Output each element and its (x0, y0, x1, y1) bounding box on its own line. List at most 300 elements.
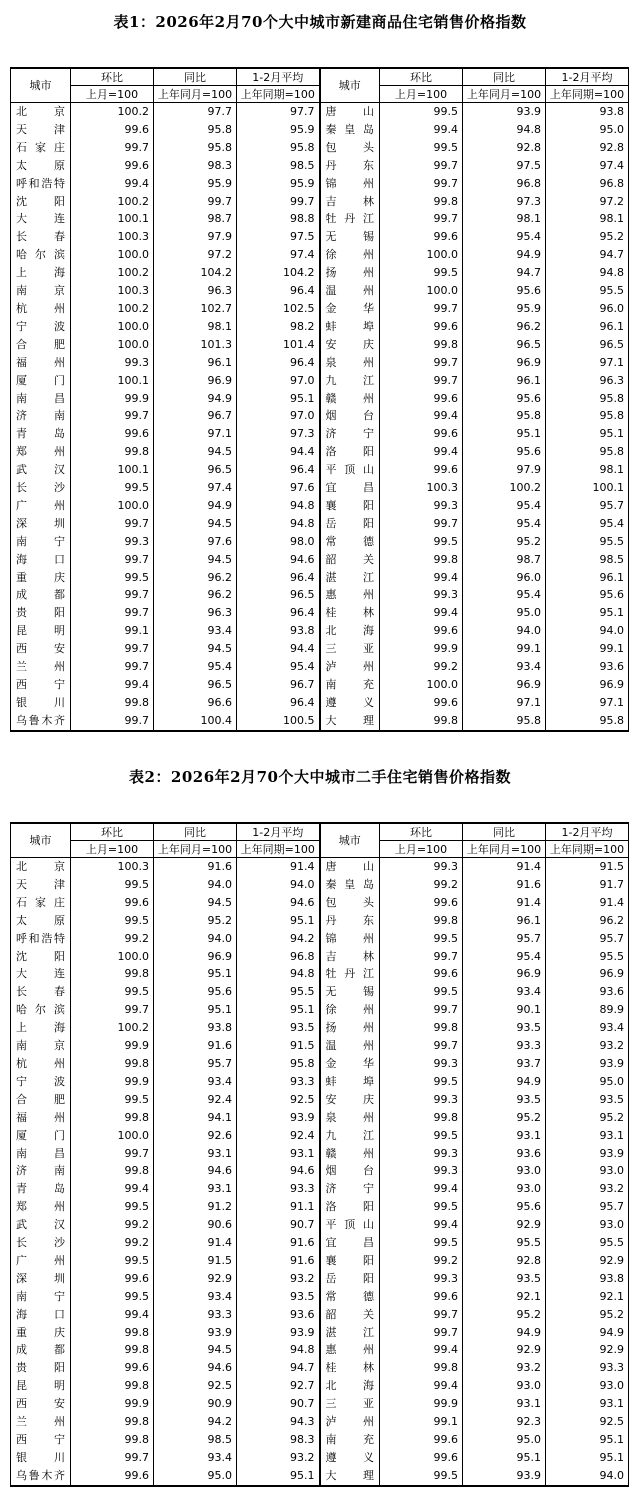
city-name: 宜 昌 (320, 479, 380, 497)
yoy-index: 96.1 (154, 354, 237, 372)
city-name: 昆 明 (11, 622, 71, 640)
avg-index: 93.1 (546, 1127, 629, 1145)
avg-index: 97.1 (546, 694, 629, 712)
yoy-index: 90.9 (154, 1395, 237, 1413)
mom-index: 99.8 (380, 336, 463, 354)
avg-index: 101.4 (237, 336, 320, 354)
mom-index: 99.7 (71, 712, 154, 731)
mom-index: 99.5 (380, 103, 463, 121)
mom-index: 99.7 (71, 658, 154, 676)
table1-body (11, 103, 629, 731)
city-name: 襄 阳 (320, 1252, 380, 1270)
city-name: 广 州 (11, 1252, 71, 1270)
city-name: 大 理 (320, 712, 380, 731)
yoy-index: 92.6 (154, 1127, 237, 1145)
yoy-index: 94.0 (154, 876, 237, 894)
avg-index: 95.1 (546, 1431, 629, 1449)
table-row (11, 1395, 629, 1413)
mom-index: 99.4 (71, 676, 154, 694)
mom-index: 99.8 (71, 1162, 154, 1180)
table-row (11, 1001, 629, 1019)
yoy-index: 98.7 (154, 210, 237, 228)
avg-index: 99.7 (237, 193, 320, 211)
avg-index: 95.1 (237, 912, 320, 930)
avg-index: 94.3 (237, 1413, 320, 1431)
yoy-index: 95.9 (154, 175, 237, 193)
avg-index: 95.5 (546, 1234, 629, 1252)
avg-index: 95.2 (546, 1306, 629, 1324)
city-name: 合 肥 (11, 1091, 71, 1109)
city-name: 深 圳 (11, 1270, 71, 1288)
yoy-index: 97.7 (154, 103, 237, 121)
yoy-index: 95.0 (154, 1467, 237, 1486)
city-name: 三 亚 (320, 640, 380, 658)
city-name: 泉 州 (320, 1109, 380, 1127)
mom-index: 99.5 (71, 479, 154, 497)
mom-index: 100.2 (71, 1019, 154, 1037)
mom-index: 99.5 (71, 569, 154, 587)
city-name: 三 亚 (320, 1395, 380, 1413)
avg-index: 97.1 (546, 354, 629, 372)
city-name: 济 南 (11, 1162, 71, 1180)
table-row (11, 515, 629, 533)
yoy-index: 94.9 (463, 1324, 546, 1342)
mom-index: 99.4 (380, 1180, 463, 1198)
avg-index: 95.8 (237, 139, 320, 157)
yoy-index: 102.7 (154, 300, 237, 318)
yoy-index: 94.6 (154, 1162, 237, 1180)
avg-index: 96.8 (546, 175, 629, 193)
mom-index: 99.3 (71, 354, 154, 372)
city-name: 南 宁 (11, 533, 71, 551)
city-name: 天 津 (11, 121, 71, 139)
yoy-index: 94.7 (463, 264, 546, 282)
header-yoy: 同比 (154, 68, 237, 86)
yoy-index: 95.4 (463, 228, 546, 246)
city-name: 湛 江 (320, 569, 380, 587)
mom-index: 99.9 (380, 1395, 463, 1413)
city-name: 长 春 (11, 228, 71, 246)
yoy-index: 95.2 (463, 1109, 546, 1127)
mom-index: 99.1 (380, 1413, 463, 1431)
table-row (11, 948, 629, 966)
yoy-index: 92.9 (154, 1270, 237, 1288)
city-name: 吉 林 (320, 193, 380, 211)
yoy-index: 99.1 (463, 640, 546, 658)
table-row (11, 1288, 629, 1306)
city-name: 南 昌 (11, 390, 71, 408)
yoy-index: 94.5 (154, 894, 237, 912)
city-name: 宜 昌 (320, 1234, 380, 1252)
yoy-index: 95.0 (463, 604, 546, 622)
avg-index: 93.1 (237, 1145, 320, 1163)
table-row (11, 894, 629, 912)
mom-index: 100.1 (71, 372, 154, 390)
header-mom-base: 上月=100 (71, 841, 154, 858)
city-name: 大 连 (11, 965, 71, 983)
mom-index: 99.7 (71, 604, 154, 622)
yoy-index: 99.7 (154, 193, 237, 211)
header-city: 城市 (320, 68, 380, 103)
city-name: 唐 山 (320, 858, 380, 876)
avg-index: 92.8 (546, 139, 629, 157)
mom-index: 99.5 (71, 876, 154, 894)
table-row (11, 1019, 629, 1037)
new-housing-price-table (10, 67, 629, 732)
table-row (11, 103, 629, 121)
header-yoy-base: 上年同月=100 (154, 841, 237, 858)
mom-index: 99.8 (71, 694, 154, 712)
header-mom: 环比 (71, 823, 154, 841)
yoy-index: 98.3 (154, 157, 237, 175)
table-row (11, 694, 629, 712)
mom-index: 99.5 (71, 1198, 154, 1216)
mom-index: 99.2 (71, 1216, 154, 1234)
avg-index: 91.7 (546, 876, 629, 894)
city-name: 南 昌 (11, 1145, 71, 1163)
yoy-index: 94.9 (463, 1073, 546, 1091)
mom-index: 100.3 (71, 228, 154, 246)
yoy-index: 93.1 (463, 1395, 546, 1413)
mom-index: 100.2 (71, 300, 154, 318)
city-name: 岳 阳 (320, 515, 380, 533)
mom-index: 99.3 (380, 1270, 463, 1288)
yoy-index: 92.8 (463, 1252, 546, 1270)
yoy-index: 93.0 (463, 1180, 546, 1198)
yoy-index: 98.5 (154, 1431, 237, 1449)
city-name: 上 海 (11, 264, 71, 282)
city-name: 安 庆 (320, 336, 380, 354)
mom-index: 99.6 (380, 694, 463, 712)
avg-index: 98.2 (237, 318, 320, 336)
table-row (11, 569, 629, 587)
header-avg: 1-2月平均 (237, 823, 320, 841)
yoy-index: 93.4 (154, 622, 237, 640)
header-city: 城市 (11, 823, 71, 858)
avg-index: 95.8 (546, 390, 629, 408)
yoy-index: 95.4 (463, 515, 546, 533)
table-row (11, 157, 629, 175)
mom-index: 99.5 (71, 1091, 154, 1109)
header-avg-base: 上年同期=100 (546, 86, 629, 103)
city-name: 烟 台 (320, 407, 380, 425)
yoy-index: 91.4 (463, 894, 546, 912)
city-name: 洛 阳 (320, 443, 380, 461)
table-row (11, 479, 629, 497)
table-row (11, 533, 629, 551)
table-row (11, 912, 629, 930)
yoy-index: 91.6 (463, 876, 546, 894)
yoy-index: 92.5 (154, 1377, 237, 1395)
avg-index: 93.5 (237, 1288, 320, 1306)
yoy-index: 95.4 (463, 948, 546, 966)
mom-index: 99.8 (71, 1109, 154, 1127)
yoy-index: 93.6 (463, 1145, 546, 1163)
yoy-index: 94.5 (154, 640, 237, 658)
yoy-index: 93.8 (154, 1019, 237, 1037)
avg-index: 93.3 (237, 1073, 320, 1091)
mom-index: 100.0 (71, 246, 154, 264)
city-name: 太 原 (11, 157, 71, 175)
mom-index: 99.8 (71, 1324, 154, 1342)
avg-index: 92.4 (237, 1127, 320, 1145)
yoy-index: 95.6 (463, 282, 546, 300)
avg-index: 97.0 (237, 372, 320, 390)
mom-index: 100.1 (71, 461, 154, 479)
yoy-index: 93.4 (154, 1073, 237, 1091)
table-row (11, 712, 629, 731)
mom-index: 99.6 (380, 1288, 463, 1306)
avg-index: 92.7 (237, 1377, 320, 1395)
city-name: 呼和浩特 (11, 930, 71, 948)
mom-index: 99.6 (71, 121, 154, 139)
table-row (11, 1306, 629, 1324)
city-name: 丹 东 (320, 157, 380, 175)
yoy-index: 94.0 (154, 930, 237, 948)
table-row (11, 443, 629, 461)
city-name: 大 连 (11, 210, 71, 228)
table-row (11, 390, 629, 408)
city-name: 常 德 (320, 1288, 380, 1306)
avg-index: 92.9 (546, 1341, 629, 1359)
city-name: 银 川 (11, 694, 71, 712)
avg-index: 95.9 (237, 175, 320, 193)
mom-index: 99.6 (380, 1449, 463, 1467)
city-name: 太 原 (11, 912, 71, 930)
table-row (11, 461, 629, 479)
avg-index: 91.6 (237, 1234, 320, 1252)
mom-index: 99.3 (380, 858, 463, 876)
avg-index: 93.9 (237, 1109, 320, 1127)
mom-index: 99.8 (380, 1359, 463, 1377)
yoy-index: 95.0 (463, 1431, 546, 1449)
mom-index: 99.3 (380, 1145, 463, 1163)
yoy-index: 91.4 (154, 1234, 237, 1252)
yoy-index: 92.9 (463, 1216, 546, 1234)
mom-index: 99.7 (71, 515, 154, 533)
yoy-index: 96.6 (154, 694, 237, 712)
mom-index: 99.5 (380, 930, 463, 948)
avg-index: 94.4 (237, 640, 320, 658)
avg-index: 91.4 (546, 894, 629, 912)
mom-index: 99.2 (380, 658, 463, 676)
city-name: 武 汉 (11, 461, 71, 479)
yoy-index: 97.9 (463, 461, 546, 479)
avg-index: 94.2 (237, 930, 320, 948)
city-name: 上 海 (11, 1019, 71, 1037)
yoy-index: 95.2 (463, 1306, 546, 1324)
city-name: 郑 州 (11, 1198, 71, 1216)
table-row (11, 282, 629, 300)
yoy-index: 95.4 (463, 586, 546, 604)
city-name: 沈 阳 (11, 193, 71, 211)
city-name: 牡丹江 (320, 210, 380, 228)
avg-index: 93.4 (546, 1019, 629, 1037)
avg-index: 91.1 (237, 1198, 320, 1216)
avg-index: 91.6 (237, 1252, 320, 1270)
table-row (11, 407, 629, 425)
table-row (11, 1162, 629, 1180)
city-name: 贵 阳 (11, 604, 71, 622)
table-row (11, 858, 629, 876)
yoy-index: 104.2 (154, 264, 237, 282)
mom-index: 99.4 (71, 175, 154, 193)
avg-index: 96.2 (546, 912, 629, 930)
city-name: 泸 州 (320, 1413, 380, 1431)
avg-index: 92.1 (546, 1288, 629, 1306)
mom-index: 99.7 (380, 175, 463, 193)
city-name: 泉 州 (320, 354, 380, 372)
mom-index: 99.4 (380, 1341, 463, 1359)
mom-index: 99.4 (380, 1377, 463, 1395)
table-row (11, 1073, 629, 1091)
mom-index: 99.6 (71, 1467, 154, 1486)
city-name: 哈尔滨 (11, 1001, 71, 1019)
yoy-index: 91.5 (154, 1252, 237, 1270)
mom-index: 99.6 (380, 461, 463, 479)
mom-index: 99.7 (71, 586, 154, 604)
avg-index: 96.4 (237, 604, 320, 622)
city-name: 济 南 (11, 407, 71, 425)
avg-index: 97.2 (546, 193, 629, 211)
table-row (11, 1324, 629, 1342)
avg-index: 97.7 (237, 103, 320, 121)
city-name: 济 宁 (320, 1180, 380, 1198)
city-name: 厦 门 (11, 1127, 71, 1145)
table-row (11, 965, 629, 983)
avg-index: 100.1 (546, 479, 629, 497)
yoy-index: 96.0 (463, 569, 546, 587)
avg-index: 97.4 (237, 246, 320, 264)
mom-index: 99.5 (380, 983, 463, 1001)
yoy-index: 92.9 (463, 1341, 546, 1359)
mom-index: 99.6 (380, 622, 463, 640)
city-name: 济 宁 (320, 425, 380, 443)
avg-index: 93.6 (546, 658, 629, 676)
avg-index: 94.8 (546, 264, 629, 282)
avg-index: 96.8 (237, 948, 320, 966)
yoy-index: 96.8 (463, 175, 546, 193)
yoy-index: 97.1 (154, 425, 237, 443)
yoy-index: 93.4 (463, 983, 546, 1001)
mom-index: 99.4 (380, 1216, 463, 1234)
yoy-index: 93.9 (463, 1467, 546, 1486)
mom-index: 99.5 (71, 1252, 154, 1270)
table2-title: 表2：2026年2月70个大中城市二手住宅销售价格指数 (129, 768, 511, 786)
table-row (11, 676, 629, 694)
city-name: 青 岛 (11, 425, 71, 443)
yoy-index: 93.4 (154, 1449, 237, 1467)
avg-index: 95.8 (237, 1055, 320, 1073)
city-name: 蚌 埠 (320, 1073, 380, 1091)
mom-index: 99.8 (71, 1341, 154, 1359)
city-name: 福 州 (11, 354, 71, 372)
city-name: 宁 波 (11, 1073, 71, 1091)
header-mom-base: 上月=100 (71, 86, 154, 103)
avg-index: 94.0 (546, 622, 629, 640)
mom-index: 99.5 (380, 1198, 463, 1216)
city-name: 金 华 (320, 1055, 380, 1073)
avg-index: 95.4 (237, 658, 320, 676)
avg-index: 96.4 (237, 569, 320, 587)
avg-index: 93.0 (546, 1377, 629, 1395)
mom-index: 99.7 (380, 210, 463, 228)
mom-index: 99.6 (380, 425, 463, 443)
yoy-index: 93.3 (463, 1037, 546, 1055)
avg-index: 90.7 (237, 1395, 320, 1413)
city-name: 吉 林 (320, 948, 380, 966)
mom-index: 99.7 (380, 300, 463, 318)
city-name: 烟 台 (320, 1162, 380, 1180)
header-yoy-base: 上年同月=100 (154, 86, 237, 103)
mom-index: 99.2 (380, 1252, 463, 1270)
avg-index: 91.5 (237, 1037, 320, 1055)
table-row (11, 1341, 629, 1359)
yoy-index: 98.1 (154, 318, 237, 336)
table-row (11, 1127, 629, 1145)
avg-index: 95.5 (546, 533, 629, 551)
yoy-index: 95.4 (154, 658, 237, 676)
avg-index: 93.1 (546, 1395, 629, 1413)
avg-index: 94.0 (546, 1467, 629, 1486)
table-row (11, 551, 629, 569)
mom-index: 99.4 (380, 604, 463, 622)
avg-index: 95.1 (546, 604, 629, 622)
yoy-index: 94.5 (154, 1341, 237, 1359)
mom-index: 99.1 (71, 622, 154, 640)
yoy-index: 94.9 (154, 390, 237, 408)
table-row (11, 640, 629, 658)
avg-index: 96.1 (546, 569, 629, 587)
mom-index: 99.6 (380, 228, 463, 246)
avg-index: 93.8 (546, 1270, 629, 1288)
header-yoy-base: 上年同月=100 (463, 841, 546, 858)
avg-index: 95.1 (237, 1467, 320, 1486)
mom-index: 100.3 (71, 858, 154, 876)
mom-index: 99.7 (380, 515, 463, 533)
yoy-index: 96.5 (154, 676, 237, 694)
yoy-index: 94.8 (463, 121, 546, 139)
city-name: 合 肥 (11, 336, 71, 354)
avg-index: 95.6 (546, 586, 629, 604)
mom-index: 99.7 (71, 139, 154, 157)
city-name: 牡丹江 (320, 965, 380, 983)
yoy-index: 95.6 (463, 443, 546, 461)
avg-index: 96.5 (237, 586, 320, 604)
mom-index: 100.0 (380, 676, 463, 694)
mom-index: 99.3 (380, 1055, 463, 1073)
table-row (11, 1091, 629, 1109)
avg-index: 93.6 (546, 983, 629, 1001)
mom-index: 99.8 (71, 1431, 154, 1449)
yoy-index: 90.6 (154, 1216, 237, 1234)
mom-index: 99.8 (380, 912, 463, 930)
yoy-index: 94.2 (154, 1413, 237, 1431)
city-name: 西 安 (11, 1395, 71, 1413)
table-row (11, 228, 629, 246)
city-name: 南 充 (320, 676, 380, 694)
table-row (11, 425, 629, 443)
mom-index: 99.7 (71, 1449, 154, 1467)
city-name: 北 海 (320, 622, 380, 640)
yoy-index: 97.3 (463, 193, 546, 211)
yoy-index: 91.4 (463, 858, 546, 876)
mom-index: 100.2 (71, 103, 154, 121)
mom-index: 99.5 (380, 139, 463, 157)
city-name: 扬 州 (320, 264, 380, 282)
mom-index: 99.7 (71, 1001, 154, 1019)
table-row (11, 1252, 629, 1270)
